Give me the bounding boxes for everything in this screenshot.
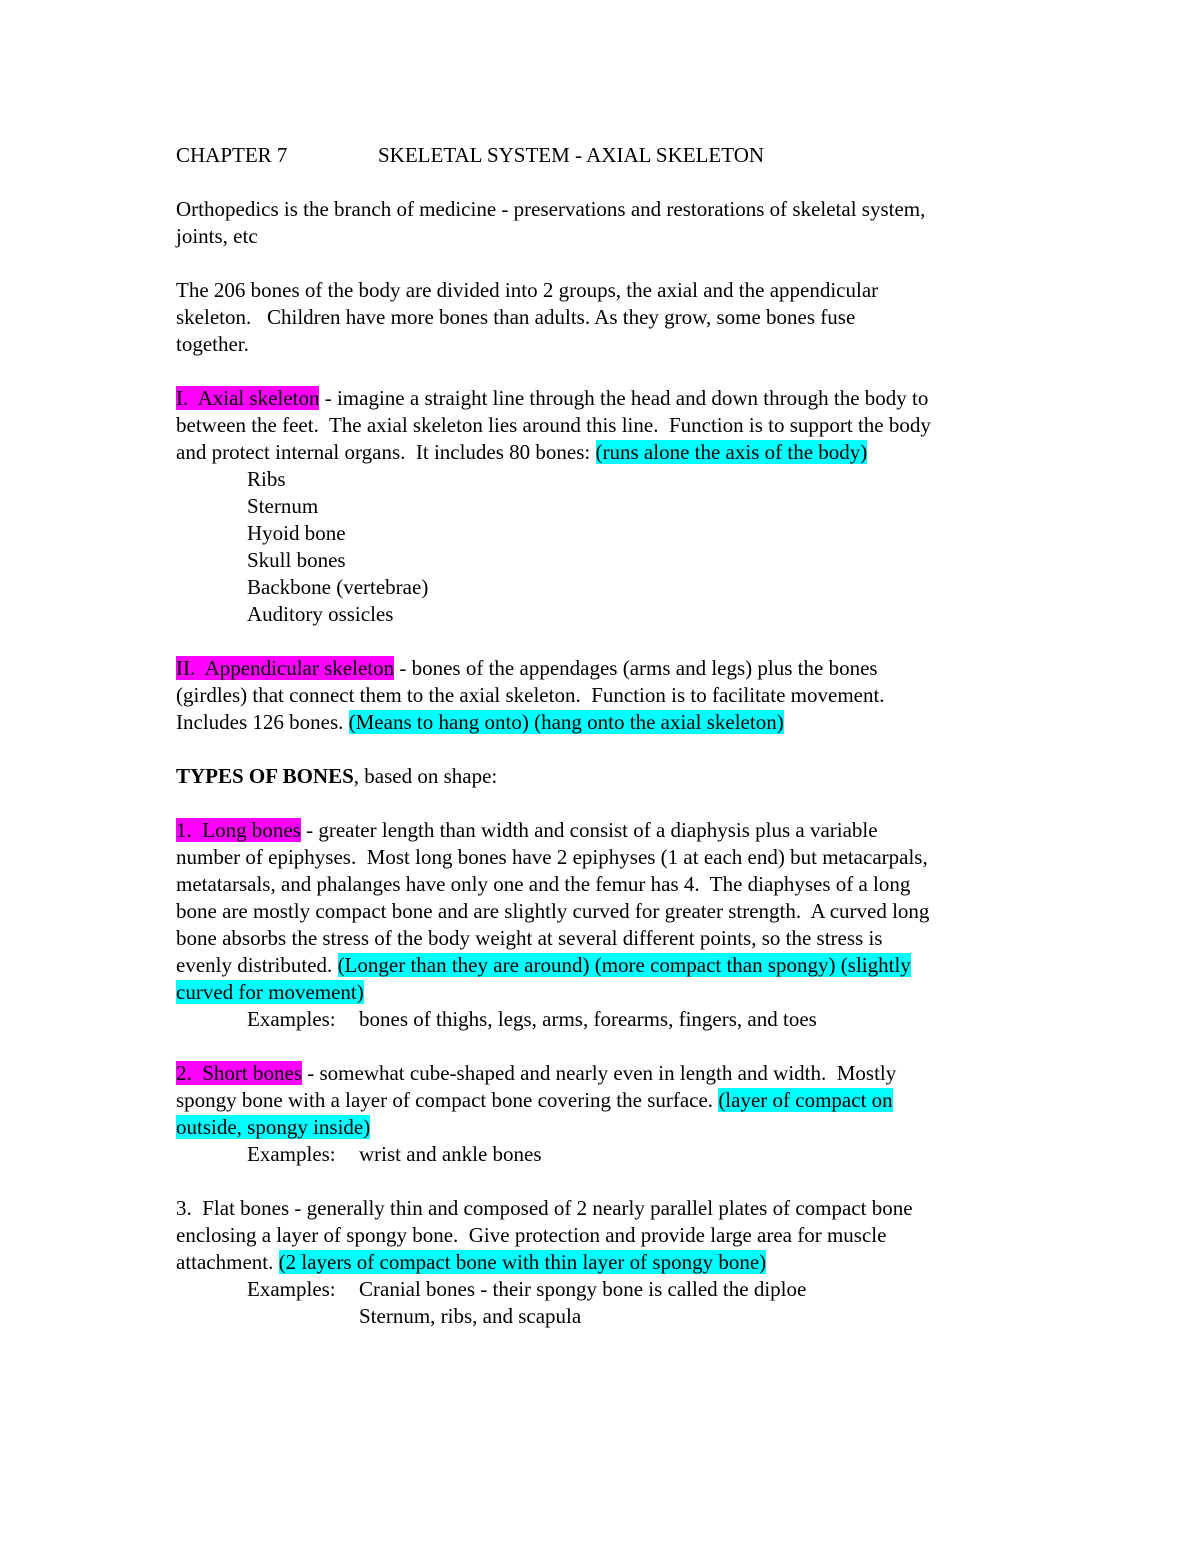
examples-label: Examples: — [247, 1007, 336, 1031]
paragraph-line — [176, 979, 1036, 1006]
list-item: Backbone (vertebrae) — [247, 575, 429, 599]
examples-label: Examples: — [247, 1142, 336, 1166]
document-page — [176, 142, 1036, 1330]
highlight-note: (Means to hang onto) (hang onto the axial skeleton) — [348, 710, 784, 734]
examples-text: Cranial bones - their spongy bone is called the diploe — [359, 1277, 807, 1301]
short-bones-section — [176, 1060, 1036, 1087]
chapter-header — [176, 142, 1036, 169]
paragraph-text: spongy bone with a layer of compact bone covering the surface. — [176, 1088, 719, 1112]
chapter-title: SKELETAL SYSTEM - AXIAL SKELETON — [378, 143, 765, 167]
examples-line — [176, 1141, 1036, 1168]
paragraph-line: together. — [176, 332, 249, 356]
paragraph-text: Includes 126 bones. — [176, 710, 349, 734]
paragraph-line: joints, etc — [176, 224, 258, 248]
list-item: Hyoid bone — [247, 521, 346, 545]
appendicular-skeleton-section — [176, 655, 1036, 682]
highlight-note: outside, spongy inside) — [176, 1115, 371, 1139]
paragraph-line — [176, 439, 1036, 466]
paragraph-line: The 206 bones of the body are divided into 2 groups, the axial and the appendicular — [176, 278, 879, 302]
highlight-note: (runs alone the axis of the body) — [595, 440, 868, 464]
examples-line: Sternum, ribs, and scapula — [359, 1304, 582, 1328]
paragraph-line: number of epiphyses. Most long bones have 2 epiphyses (1 at each end) but metacarpals, — [176, 845, 928, 869]
list-item: Ribs — [247, 467, 286, 491]
types-heading-rest: , based on shape: — [353, 764, 498, 788]
paragraph-text: attachment. — [176, 1250, 279, 1274]
flat-bones-section: 3. Flat bones - generally thin and composed of 2 nearly parallel plates of compact bone — [176, 1196, 913, 1220]
examples-label: Examples: — [247, 1277, 336, 1301]
paragraph-line — [176, 1114, 1036, 1141]
highlight-note: curved for movement) — [176, 980, 364, 1004]
highlight-note: (2 layers of compact bone with thin layer of spongy bone) — [278, 1250, 767, 1274]
list-item: Auditory ossicles — [247, 602, 394, 626]
list-item: Skull bones — [247, 548, 346, 572]
axial-skeleton-heading: I. Axial skeleton — [176, 386, 320, 410]
types-heading-bold: TYPES OF BONES — [176, 764, 354, 788]
long-bones-section — [176, 817, 1036, 844]
paragraph-line — [176, 1087, 1036, 1114]
examples-text: wrist and ankle bones — [359, 1142, 542, 1166]
highlight-note: (layer of compact on — [718, 1088, 893, 1112]
paragraph-text: - greater length than width and consist of a diaphysis plus a variable — [300, 818, 878, 842]
paragraph-line: between the feet. The axial skeleton lies around this line. Function is to support the body — [176, 413, 931, 437]
paragraph-text: - somewhat cube-shaped and nearly even in length and width. Mostly — [302, 1061, 897, 1085]
axial-skeleton-section — [176, 385, 1036, 412]
paragraph-line: bone are mostly compact bone and are slightly curved for greater strength. A curved long — [176, 899, 930, 923]
paragraph-text: and protect internal organs. It includes 80 bones: — [176, 440, 596, 464]
paragraph-line: metatarsals, and phalanges have only one and the femur has 4. The diaphyses of a long — [176, 872, 911, 896]
chapter-number: CHAPTER 7 — [176, 143, 288, 167]
paragraph-line — [176, 709, 1036, 736]
paragraph-line — [176, 1249, 1036, 1276]
paragraph-line: enclosing a layer of spongy bone. Give protection and provide large area for muscle — [176, 1223, 887, 1247]
long-bones-heading: 1. Long bones — [176, 818, 301, 842]
examples-line — [176, 1006, 1036, 1033]
paragraph-line: skeleton. Children have more bones than adults. As they grow, some bones fuse — [176, 305, 856, 329]
paragraph-line: (girdles) that connect them to the axial skeleton. Function is to facilitate movement. — [176, 683, 885, 707]
paragraph-line: bone absorbs the stress of the body weight at several different points, so the stress is — [176, 926, 883, 950]
examples-line — [176, 1276, 1036, 1303]
list-item: Sternum — [247, 494, 319, 518]
paragraph-text: - imagine a straight line through the head and down through the body to — [319, 386, 929, 410]
paragraph-text: - bones of the appendages (arms and legs) plus the bones — [394, 656, 878, 680]
appendicular-skeleton-heading: II. Appendicular skeleton — [176, 656, 395, 680]
examples-text: bones of thighs, legs, arms, forearms, fingers, and toes — [359, 1007, 817, 1031]
highlight-note: (Longer than they are around) (more compact than spongy) (slightly — [337, 953, 911, 977]
types-heading — [176, 763, 1036, 790]
paragraph-text: evenly distributed. — [176, 953, 338, 977]
short-bones-heading: 2. Short bones — [176, 1061, 302, 1085]
paragraph-line — [176, 952, 1036, 979]
paragraph-line: Orthopedics is the branch of medicine - preservations and restorations of skeletal system, — [176, 197, 926, 221]
